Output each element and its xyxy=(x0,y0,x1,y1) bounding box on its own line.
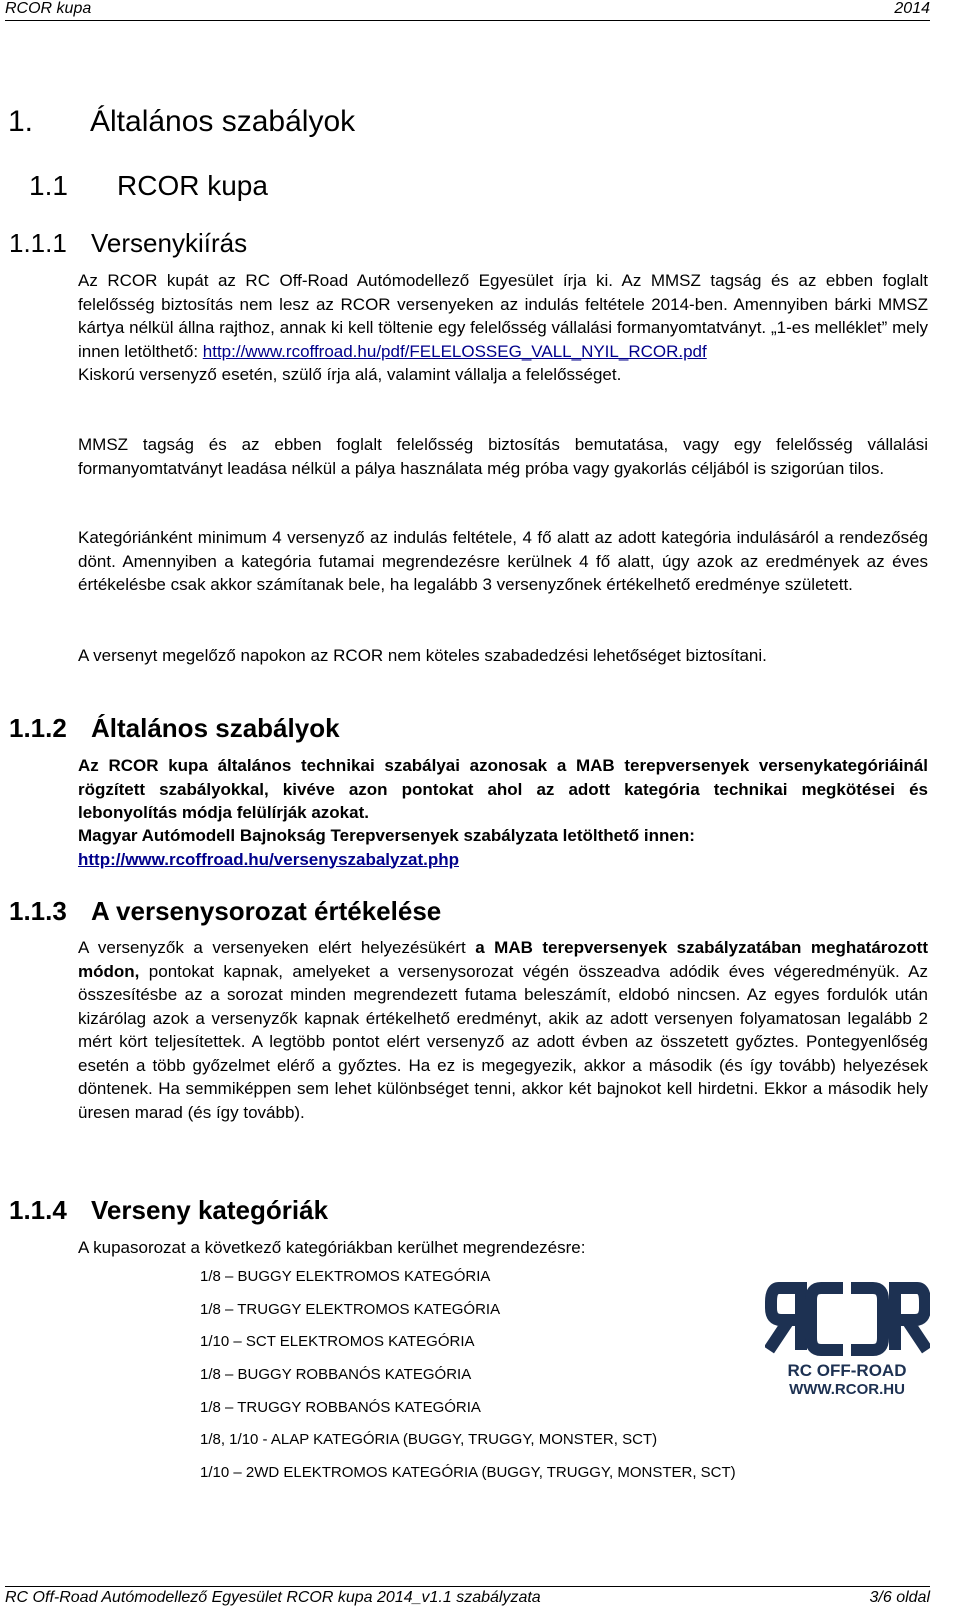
paragraph-text: Az RCOR kupát az RC Off-Road Autómodellező Egyesület írja ki. Az MMSZ tagság és az ebben foglalt felelősség biztosítás nem lesz az RCOR versenyeken az indulás feltétele 2014-ben. Amennyiben bárki MMSZ kártya nélkül állna rajthoz, annak ki kell töltenie egy felelősség vállalási formanyomtatványt. „1-es melléklet” mely innen letölthető: xyxy=(78,271,928,361)
versenykiiras-paragraph-3: Kategóriánként minimum 4 versenyző az indulás feltétele, 4 fő alatt az adott kategória indulásáról a rendezőség dönt. Amennyiben a kategória futamai megrendezésre kerülnek 4 fő alatt, úgy azok az eredmények az éves értékelésbe csak akkor számítanak bele, ha legalább 3 versenyzőnek értékelhető eredménye született. xyxy=(78,528,928,594)
versenyszabalyzat-link[interactable]: http://www.rcoffroad.hu/versenyszabalyzat.php xyxy=(78,849,459,869)
list-item: 1/8 – TRUGGY ROBBANÓS KATEGÓRIA xyxy=(200,1398,481,1416)
list-item: 1/8 – BUGGY ROBBANÓS KATEGÓRIA xyxy=(200,1366,472,1384)
heading-number: 1.1.1 xyxy=(9,228,67,258)
heading-title: Versenykiírás xyxy=(91,228,248,258)
heading-title: Verseny kategóriák xyxy=(91,1195,329,1225)
heading-number: 1.1.2 xyxy=(9,713,67,743)
page-header xyxy=(5,0,930,21)
heading-1-number: 1. xyxy=(8,105,34,138)
heading-number: 1.1.4 xyxy=(9,1195,67,1225)
heading-2-number: 1.1 xyxy=(29,170,68,201)
paragraph-text: Kiskorú versenyző esetén, szülő írja alá, valamint vállalja a felelősséget. xyxy=(78,365,622,384)
heading-title: A versenysorozat értékelése xyxy=(91,896,442,926)
logo-line1: RC OFF-ROAD xyxy=(787,1361,907,1380)
versenykiiras-paragraph-2: MMSZ tagság és az ebben foglalt felelősség biztosítás bemutatása, vagy egy felelősség vállalási formanyomtatványt leadása nélkül a pálya használata még próba vagy gyakorlás céljából is szigorúan tilos. xyxy=(78,435,928,478)
heading-1-1-4 xyxy=(9,1195,328,1226)
versenykiiras-paragraph-1 xyxy=(78,269,928,387)
versenykiiras-paragraph-4: A versenyt megelőző napokon az RCOR nem köteles szabadedzési lehetőséget biztosítani. xyxy=(78,646,767,665)
list-item: 1/8 – BUGGY ELEKTROMOS KATEGÓRIA xyxy=(200,1268,491,1285)
ertekeles-paragraph xyxy=(78,936,928,1124)
list-item: 1/8 – TRUGGY ELEKTROMOS KATEGÓRIA xyxy=(200,1300,501,1318)
category-list xyxy=(200,1267,736,1496)
heading-2-title: RCOR kupa xyxy=(117,170,268,201)
paragraph-text: pontokat kapnak, amelyeket a versenysorozat végén összeadva adódik éves végeredményük. Az összesítésbe az a sorozat minden megrendezett futama beleszámít, eldobó nincsen. Az egyes fordulók után kizárólag azok a versenyzők kapnak értékelhető eredményt, akik az adott versenyen folyamatosan legalább 2 mért kört teljesítettek. A legtöbb pontot elért versenyző az adott évben az összetett győztes. Pontegyenlőség esetén a több győzelmet elérő a győztes. Ha ez is megegyezik, akkor a második (és így tovább) helyezések döntenek. Ha semmiképpen sem lehet különbséget tenni, akkor két bajnokot kell hirdetni. Ekkor a második hely üresen marad (és így tovább). xyxy=(78,961,928,1122)
footer-page-number: 3/6 oldal xyxy=(869,1589,930,1606)
footer-document-title: RC Off-Road Autómodellező Egyesület RCOR kupa 2014_v1.1 szabályzata xyxy=(5,1589,541,1606)
logo-line2: WWW.RCOR.HU xyxy=(789,1381,905,1398)
heading-1-1-1 xyxy=(9,228,247,259)
heading-2 xyxy=(29,170,268,202)
kategoriak-intro: A kupasorozat a következő kategóriákban kerülhet megrendezésre: xyxy=(78,1238,586,1257)
heading-1-1-2 xyxy=(9,713,340,744)
list-item: 1/10 – SCT ELEKTROMOS KATEGÓRIA xyxy=(200,1333,475,1351)
list-item: 1/10 – 2WD ELEKTROMOS KATEGÓRIA (BUGGY, TRUGGY, MONSTER, SCT) xyxy=(200,1464,736,1482)
heading-1-title: Általános szabályok xyxy=(90,105,356,138)
heading-1 xyxy=(8,105,355,139)
list-item: 1/8, 1/10 - ALAP KATEGÓRIA (BUGGY, TRUGGY, MONSTER, SCT) xyxy=(200,1431,658,1449)
paragraph-text: A versenyzők a versenyeken elért helyezésükért xyxy=(78,938,476,957)
paragraph-bold-text: a MAB terepversenyek szabályzatában meghatározott módon, xyxy=(78,938,928,981)
rcor-logo xyxy=(765,1278,930,1398)
mab-szabalyzat-paragraph xyxy=(78,824,928,871)
altalanos-szabalyok-paragraph: Az RCOR kupa általános technikai szabályai azonosak a MAB terepversenyek versenykategóriáinál rögzített szabályokkal, kivéve azon pontokat ahol az adott kategória technikai megkötései és lebonyolítás módja felülírják azokat. xyxy=(78,756,928,822)
felelosseg-pdf-link[interactable]: http://www.rcoffroad.hu/pdf/FELELOSSEG_VALL_NYIL_RCOR.pdf xyxy=(202,341,707,361)
heading-1-1-3 xyxy=(9,896,441,927)
paragraph-text: Magyar Autómodell Bajnokság Terepversenyek szabályzata letölthető innen: xyxy=(78,826,695,845)
heading-title: Általános szabályok xyxy=(91,713,340,743)
heading-number: 1.1.3 xyxy=(9,896,67,926)
header-year: 2014 xyxy=(894,0,930,17)
header-left-text: RCOR kupa xyxy=(5,0,92,17)
page-footer xyxy=(5,1586,930,1608)
